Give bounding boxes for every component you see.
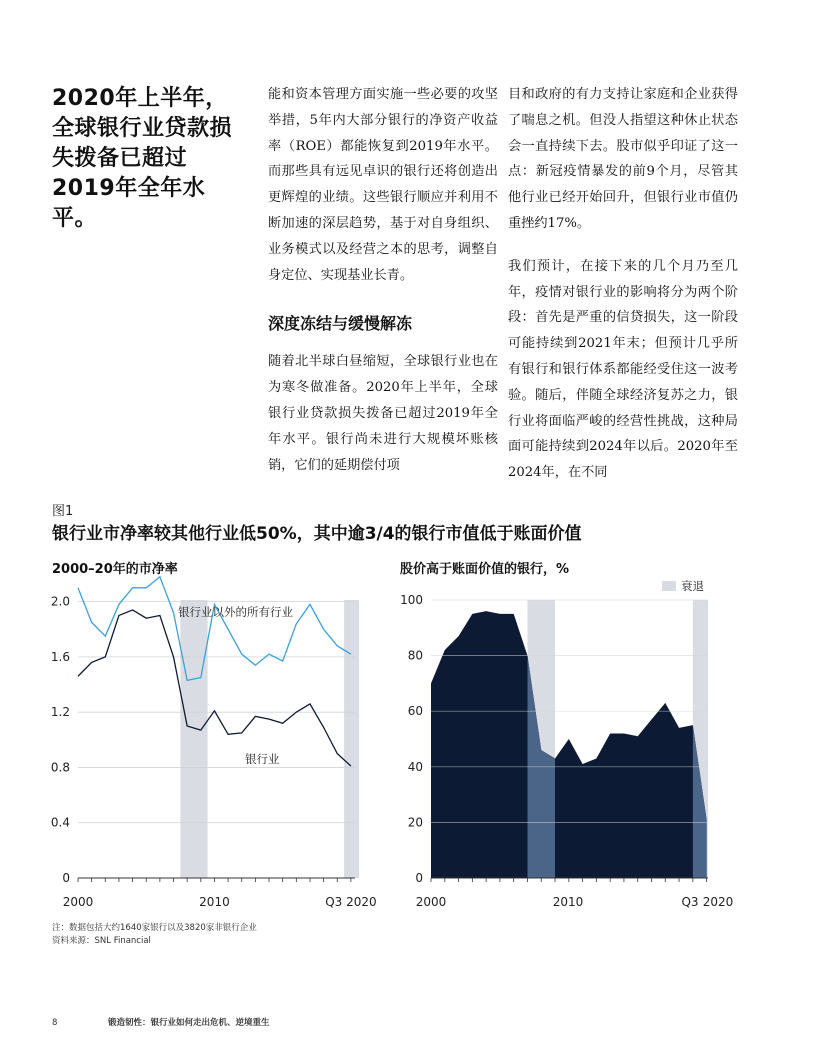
x-tick-label: 2000 (415, 895, 447, 909)
y-tick-label: 60 (407, 704, 423, 719)
y-tick-label: 100 (400, 593, 423, 607)
x-tick-label: 2020 (702, 895, 734, 909)
y-tick-label: 20 (407, 815, 423, 830)
page-footer (52, 1016, 270, 1028)
footer-title: 锻造韧性：银行业如何走出危机、逆境重生 (108, 1018, 270, 1028)
x-tick-label: 2010 (199, 895, 230, 909)
paragraph: 目和政府的有力支持让家庭和企业获得了喘息之机。但没人指望这种休止状态会一直持续下去。股市似乎印证了这一点：新冠疫情暴发的前9个月，尽管其他行业已经开始回升，但银行业市值仍重挫约17%。 (508, 87, 738, 231)
series-label: 银行业 (245, 752, 280, 766)
legend-swatch (662, 581, 676, 591)
figure-title: 银行业市净率较其他行业低50%，其中逾3/4的银行市值低于账面价值 (52, 524, 582, 544)
source-line: 资料来源：SNL Financial (52, 936, 151, 946)
y-tick-label: 80 (407, 648, 423, 663)
y-tick-label: 0 (62, 871, 70, 885)
note-line: 注：数据包括大约1640家银行以及3820家非银行企业 (52, 923, 257, 933)
paragraph: 能和资本管理方面实施一些必要的攻坚举措，5年内大部分银行的净资产收益率（ROE）都能恢复到2019年水平。而那些具有远见卓识的银行还将创造出更辉煌的业绩。这些银行顺应并利用不断加速的深层趋势，基于对自身组织、业务模式以及经营之本的思考，调整自身定位、实现基业长青。 (268, 87, 498, 283)
y-tick-label: 0.8 (50, 760, 70, 775)
y-tick-label: 40 (407, 759, 423, 774)
series-label: 银行业以外的所有行业 (178, 605, 293, 619)
section-heading: 深度冻结与缓慢解冻 (268, 314, 413, 334)
figure-label: 图1 (52, 504, 74, 519)
area-series (431, 611, 707, 878)
y-tick-label: 1.2 (50, 705, 70, 720)
y-tick-label: 0 (415, 871, 423, 885)
left-chart-subtitle: 2000–20年的市净率 (52, 562, 178, 577)
page-number: 8 (52, 1018, 58, 1028)
paragraph: 随着北半球白昼缩短，全球银行业也在为寒冬做准备。2020年上半年，全球银行业贷款损失拨备已超过2019年全年水平。银行尚未进行大规模坏账核销，它们的延期偿付项 (268, 354, 498, 473)
y-tick-label: 1.6 (50, 649, 70, 664)
x-tick-label: 2010 (552, 895, 584, 909)
x-tick-label: Q3 (681, 895, 699, 909)
x-tick-label: 2000 (62, 895, 94, 909)
figure-notes (52, 922, 257, 948)
y-tick-label: 0.4 (50, 815, 70, 830)
right-chart-subtitle: 股价高于账面价值的银行，% (400, 562, 570, 577)
paragraph: 我们预计，在接下来的几个月乃至几年，疫情对银行业的影响将分为两个阶段：首先是严重的信贷损失，这一阶段可能持续到2021年末；但预计几乎所有银行和银行体系都能经受住这一波考验。随后，伴随全球经济复苏之力，银行业将面临严峻的经营性挑战，这种局面可能持续到2024年以后。2020年至2024年，在不同 (508, 258, 738, 481)
x-tick-label: Q3 2020 (325, 895, 377, 909)
y-tick-label: 2.0 (50, 594, 70, 609)
pull-quote: 2020年上半年，全球银行业贷款损失拨备已超过2019年全年水平。 (52, 86, 233, 231)
legend-label: 衰退 (681, 579, 704, 593)
